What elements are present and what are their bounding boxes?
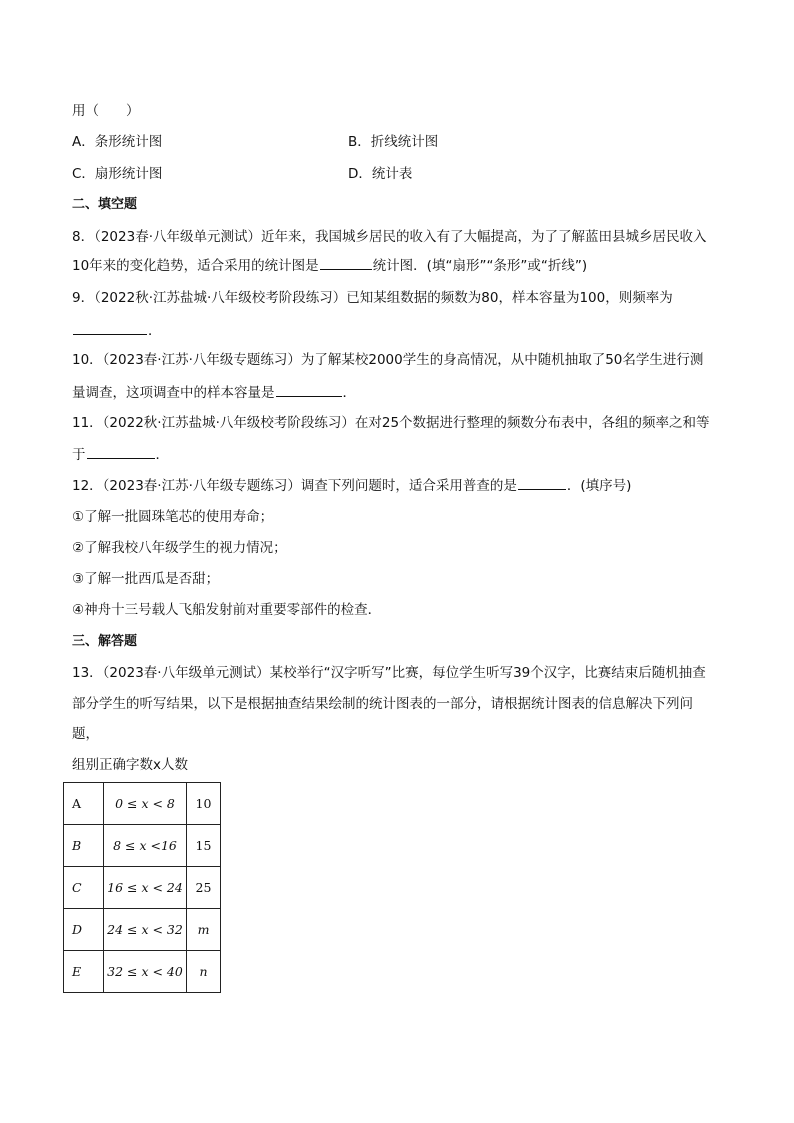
question11-text-b: ． [155,447,169,463]
question13-line2: 部分学生的听写结果，以下是根据抽查结果绘制的统计图表的一部分，请根据统计图表的信息解决下列问 [72,696,693,712]
question8-line2 [72,255,587,276]
group-cell: C [64,867,104,909]
count-cell: n [187,951,221,993]
range-cell: 8 ≤ x <16 [104,825,187,867]
option-d: D．统计表 [348,166,413,182]
group-cell: D [64,909,104,951]
answer-blank [87,444,155,459]
question10-text-b: ． [342,385,356,401]
question9-line2 [72,320,162,341]
question12-item-3: ③了解一批西瓜是否甜； [72,571,220,587]
question12-item-2: ②了解我校八年级学生的视力情况； [72,540,287,556]
question12-item-4: ④神舟十三号载人飞船发射前对重要零部件的检查． [72,602,382,618]
table-row [64,825,221,867]
answer-blank [320,255,372,270]
question12-item-1: ①了解一批圆珠笔芯的使用寿命； [72,509,274,525]
section-fill-in-heading: 二、填空题 [72,197,138,212]
group-cell: A [64,783,104,825]
table-row [64,867,221,909]
table-row [64,951,221,993]
answer-blank [73,320,147,335]
question10-text-a: 量调查，这项调查中的样本容量是 [72,385,275,401]
range-cell: 24 ≤ x < 32 [104,909,187,951]
question9-text-b: ． [148,323,162,339]
count-cell: 15 [187,825,221,867]
range-cell: 0 ≤ x < 8 [104,783,187,825]
question8-line1: 8．（2023春·八年级单元测试）近年来，我国城乡居民的收入有了大幅提高，为了了解蓝田县城乡居民收入 [72,229,707,245]
frequency-table [63,782,221,993]
answer-blank [518,475,566,490]
count-cell: 10 [187,783,221,825]
question13-line1: 13．（2023春·八年级单元测试）某校举行“汉字听写”比赛，每位学生听写39个汉字，比赛结束后随机抽查 [72,665,706,681]
range-cell: 32 ≤ x < 40 [104,951,187,993]
option-b: B．折线统计图 [348,134,439,150]
range-cell: 16 ≤ x < 24 [104,867,187,909]
group-cell: E [64,951,104,993]
question8-text-b: 统计图．(填“扇形”“条形”或“折线”) [372,258,588,274]
section-answer-heading: 三、解答题 [72,634,138,649]
question7-tail: 用（ ） [72,103,140,119]
table-row [64,909,221,951]
question12-line1 [72,475,631,496]
question11-text-a: 于 [72,447,86,463]
option-a: A．条形统计图 [72,134,163,150]
question10-line1: 10．（2023春·江苏·八年级专题练习）为了解某校2000学生的身高情况，从中随机抽取了50名学生进行测 [72,352,704,368]
question12-text-b: ．(填序号) [566,478,632,494]
option-c: C．扇形统计图 [72,166,163,182]
table-row [64,783,221,825]
answer-blank [276,382,342,397]
group-cell: B [64,825,104,867]
question13-line3: 题， [72,726,99,742]
count-cell: m [187,909,221,951]
question11-line1: 11．（2022秋·江苏盐城·八年级校考阶段练习）在对25个数据进行整理的频数分布表中，各组的频率之和等 [72,415,710,431]
question9-line1: 9．（2022秋·江苏盐城·八年级校考阶段练习）已知某组数据的频数为80，样本容量为100，则频率为 [72,290,673,306]
question11-line2 [72,444,169,465]
question12-text-a: 12．（2023春·江苏·八年级专题练习）调查下列问题时，适合采用普查的是 [72,478,517,494]
count-cell: 25 [187,867,221,909]
question8-text-a: 10年来的变化趋势，适合采用的统计图是 [72,258,319,274]
table-caption: 组别正确字数x人数 [72,757,188,773]
question10-line2 [72,382,356,403]
